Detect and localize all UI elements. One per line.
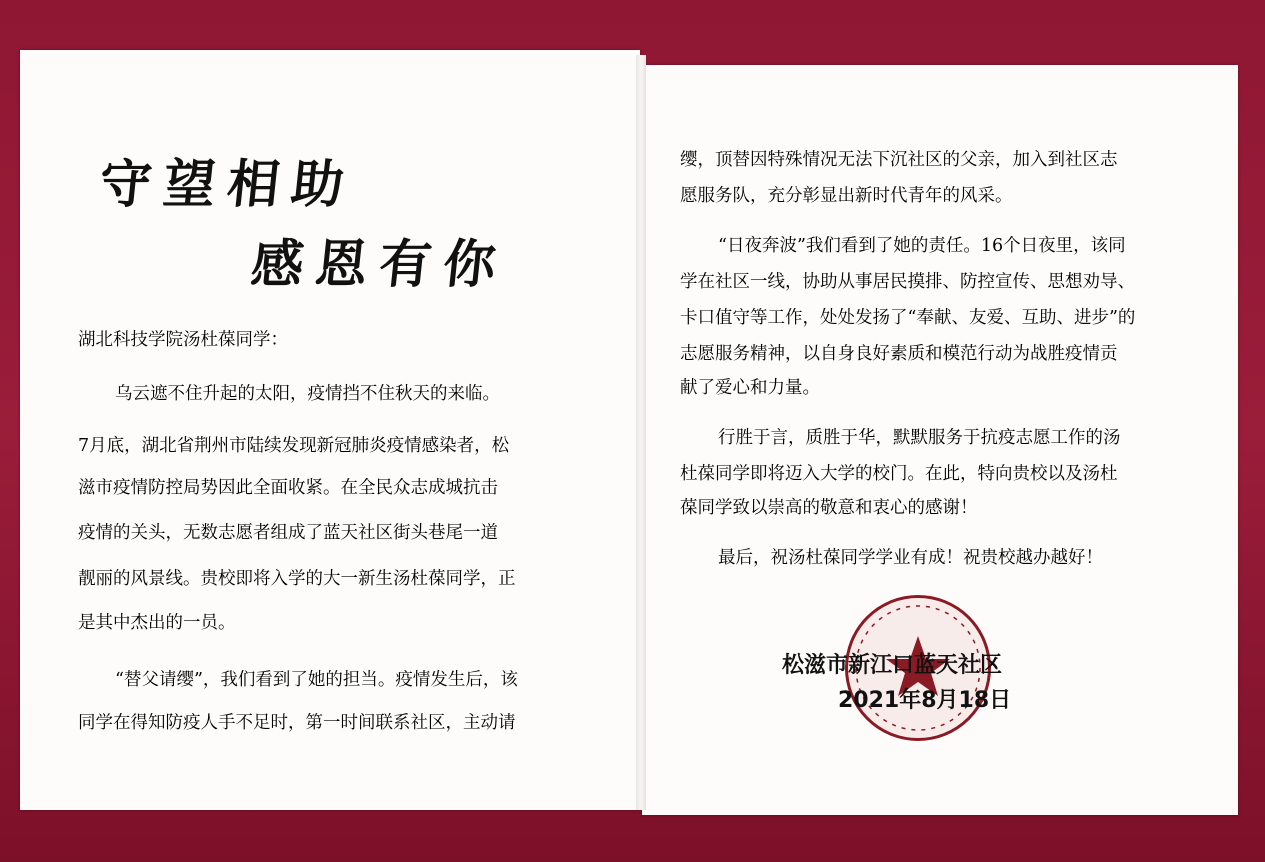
title-line-1: 守望相助 (96, 155, 359, 215)
body-line: 愿服务队，充分彰显出新时代青年的风采。 (680, 186, 1013, 206)
body-line: 学在社区一线，协助从事居民摸排、防控宣传、思想劝导、 (680, 272, 1135, 292)
body-line: 杜葆同学即将迈入大学的校门。在此，特向贵校以及汤杜 (680, 464, 1118, 484)
signature-organization: 松滋市新江口蓝天社区 (782, 653, 1003, 678)
salutation: 湖北科技学院汤杜葆同学： (78, 330, 288, 350)
body-line: 行胜于言，质胜于华，默默服务于抗疫志愿工作的汤 (718, 428, 1121, 448)
body-line: 是其中杰出的一员。 (78, 613, 236, 633)
body-line: 靓丽的风景线。贵校即将入学的大一新生汤杜葆同学，正 (78, 569, 516, 589)
body-line: 乌云遮不住升起的太阳，疫情挡不住秋天的来临。 (115, 384, 500, 404)
body-line: 缨，顶替因特殊情况无法下沉社区的父亲，加入到社区志 (680, 150, 1118, 170)
title-line-2: 感恩有你 (248, 235, 511, 295)
body-line: 疫情的关头，无数志愿者组成了蓝天社区街头巷尾一道 (78, 523, 498, 543)
body-line: 卡口值守等工作，处处发扬了“奉献、友爱、互助、进步”的 (680, 308, 1136, 328)
body-line: “日夜奔波”我们看到了她的责任。16个日夜里，该同 (718, 236, 1126, 256)
body-line: 葆同学致以崇高的敬意和衷心的感谢！ (680, 498, 978, 518)
signature-date: 2021年8月18日 (838, 688, 1012, 713)
body-line: 同学在得知防疫人手不足时，第一时间联系社区，主动请 (78, 713, 516, 733)
body-line: 志愿服务精神，以自身良好素质和模范行动为战胜疫情贡 (680, 344, 1118, 364)
body-line: 最后，祝汤杜葆同学学业有成！祝贵校越办越好！ (718, 548, 1103, 568)
body-line: 7月底，湖北省荆州市陆续发现新冠肺炎疫情感染者，松 (78, 436, 510, 456)
body-line: “替父请缨”，我们看到了她的担当。疫情发生后，该 (115, 670, 518, 690)
page-fold (636, 55, 646, 810)
body-line: 滋市疫情防控局势因此全面收紧。在全民众志成城抗击 (78, 478, 498, 498)
body-line: 献了爱心和力量。 (680, 378, 820, 398)
